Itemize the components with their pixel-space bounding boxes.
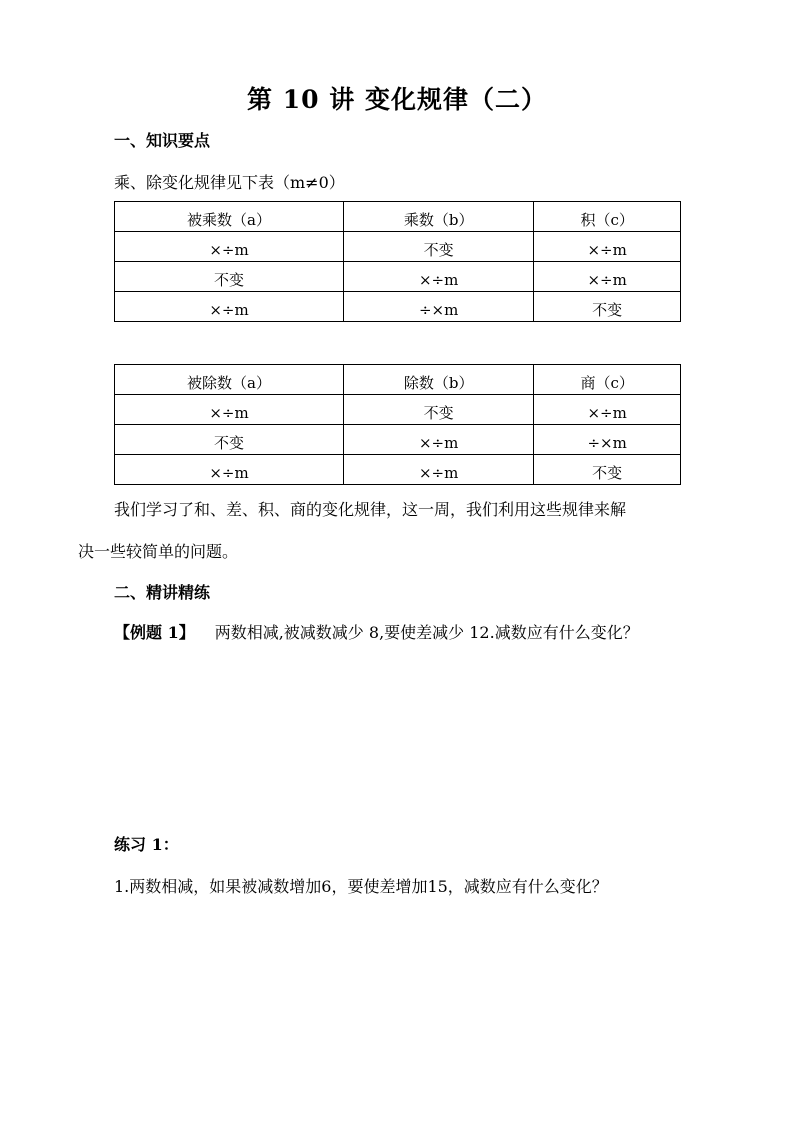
table-cell: 不变 — [534, 292, 681, 322]
table-cell: ×÷m — [115, 455, 344, 485]
multiplication-rules-table — [114, 201, 681, 322]
table-cell: 不变 — [115, 425, 344, 455]
table-cell: ×÷m — [534, 262, 681, 292]
table-row — [115, 232, 681, 262]
division-rules-table — [114, 364, 681, 485]
table-cell: ÷×m — [534, 425, 681, 455]
table-row — [115, 425, 681, 455]
table-cell: ×÷m — [344, 262, 534, 292]
table-cell: ×÷m — [344, 455, 534, 485]
example-1-tag: 【例题 1】 — [114, 623, 195, 642]
section-heading-practice: 二、精讲精练 — [114, 583, 211, 602]
table-cell: 不变 — [344, 232, 534, 262]
section-heading-knowledge: 一、知识要点 — [114, 131, 211, 150]
table-cell: ×÷m — [534, 232, 681, 262]
paragraph-line-1: 我们学习了和、差、积、商的变化规律，这一周，我们利用这些规律来解 — [114, 500, 627, 519]
table-row — [115, 455, 681, 485]
table-header-cell: 商（c） — [534, 365, 681, 395]
table-header-cell: 被乘数（a） — [115, 202, 344, 232]
table-row — [115, 262, 681, 292]
table-header-cell: 积（c） — [534, 202, 681, 232]
example-1-question: 两数相减,被减数减少 8,要使差减少 12.减数应有什么变化？ — [214, 623, 639, 642]
table-header-cell: 乘数（b） — [344, 202, 534, 232]
table-cell: ×÷m — [344, 425, 534, 455]
example-1 — [114, 620, 639, 643]
intro-text: 乘、除变化规律见下表（m≠0） — [114, 173, 345, 192]
table-row — [115, 292, 681, 322]
page-title: 第 10 讲 变化规律（二） — [247, 85, 547, 114]
table-cell: ×÷m — [115, 292, 344, 322]
paragraph-line-2: 决一些较简单的问题。 — [78, 542, 239, 561]
table-header-row — [115, 365, 681, 395]
practice-1-question-1: 1.两数相减，如果被减数增加6，要使差增加15，减数应有什么变化？ — [114, 877, 608, 896]
table-cell: ×÷m — [534, 395, 681, 425]
table-row — [115, 395, 681, 425]
table-cell: ×÷m — [115, 232, 344, 262]
table-cell: 不变 — [534, 455, 681, 485]
table-cell: ÷×m — [344, 292, 534, 322]
table-cell: 不变 — [344, 395, 534, 425]
table-cell: 不变 — [115, 262, 344, 292]
practice-1-heading: 练习 1： — [114, 835, 179, 854]
table-cell: ×÷m — [115, 395, 344, 425]
table-header-cell: 除数（b） — [344, 365, 534, 395]
table-header-row — [115, 202, 681, 232]
table-header-cell: 被除数（a） — [115, 365, 344, 395]
